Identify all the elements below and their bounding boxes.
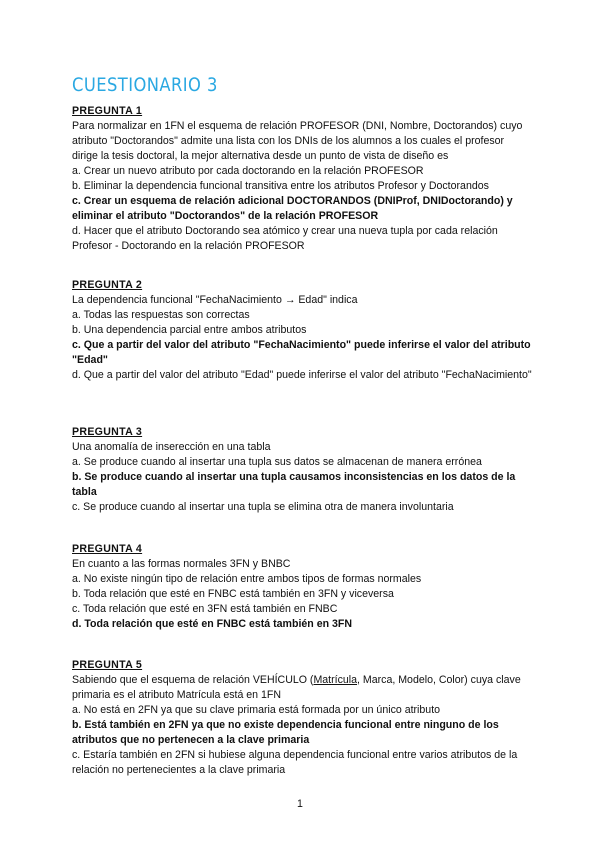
answer-b: b. Eliminar la dependencia funcional transitiva entre los atributos Profesor y Doctorandos bbox=[72, 180, 489, 192]
document-title: CUESTIONARIO 3 bbox=[72, 74, 218, 96]
answer-d-correct: d. Toda relación que esté en FNBC está también en 3FN bbox=[72, 618, 353, 630]
answer-b: b. Una dependencia parcial entre ambos atributos bbox=[72, 324, 307, 336]
question-3 bbox=[72, 425, 532, 515]
question-stem: En cuanto a las formas normales 3FN y BNBC bbox=[72, 558, 291, 570]
question-5 bbox=[72, 658, 532, 778]
answer-b-correct: b. Se produce cuando al insertar una tupla causamos inconsistencias en los datos de la tabla bbox=[72, 471, 516, 498]
stem-part: Sabiendo que el esquema de relación VEHÍCULO ( bbox=[72, 674, 314, 686]
question-stem: La dependencia funcional "FechaNacimiento → Edad" indica bbox=[72, 294, 358, 306]
question-1 bbox=[72, 104, 532, 254]
question-heading: PREGUNTA 4 bbox=[72, 543, 143, 555]
question-2 bbox=[72, 278, 532, 383]
answer-a: a. Todas las respuestas son correctas bbox=[72, 309, 250, 321]
answer-c: c. Se produce cuando al insertar una tupla se elimina otra de manera involuntaria bbox=[72, 501, 454, 513]
answer-d: d. Que a partir del valor del atributo "Edad" puede inferirse el valor del atributo "FechaNacimiento" bbox=[72, 369, 532, 381]
answer-c: c. Estaría también en 2FN si hubiese alguna dependencia funcional entre varios atributos de la relación no pertenecientes a la clave primaria bbox=[72, 749, 518, 776]
answer-a: a. Crear un nuevo atributo por cada doctorando en la relación PROFESOR bbox=[72, 165, 424, 177]
answer-c-correct: c. Crear un esquema de relación adicional DOCTORANDOS (DNIProf, DNIDoctorando) y eliminar el atributo "Doctorandos" de la relación PROFESOR bbox=[72, 195, 513, 222]
question-heading: PREGUNTA 2 bbox=[72, 279, 143, 291]
answer-b: b. Toda relación que esté en FNBC está también en 3FN y viceversa bbox=[72, 588, 394, 600]
question-stem bbox=[72, 673, 532, 703]
answer-b-correct: b. Está también en 2FN ya que no existe dependencia funcional entre ninguno de los atributos que no pertenecen a la clave primaria bbox=[72, 719, 499, 746]
question-heading: PREGUNTA 5 bbox=[72, 659, 143, 671]
question-heading: PREGUNTA 3 bbox=[72, 426, 143, 438]
question-heading: PREGUNTA 1 bbox=[72, 105, 143, 117]
primary-key-underlined: Matrícula bbox=[313, 674, 358, 686]
question-4 bbox=[72, 542, 532, 632]
answer-a: a. No está en 2FN ya que su clave primaria está formada por un único atributo bbox=[72, 704, 441, 716]
question-stem: Una anomalía de inserección en una tabla bbox=[72, 441, 271, 453]
page-number: 1 bbox=[297, 798, 303, 810]
answer-c: c. Toda relación que esté en 3FN está también en FNBC bbox=[72, 603, 338, 615]
answer-a: a. No existe ningún tipo de relación entre ambos tipos de formas normales bbox=[72, 573, 422, 585]
stem-part: , Marca, Modelo, Color) cuya clave primaria es el atributo Matrícula está en 1FN bbox=[72, 674, 521, 701]
answer-d: d. Hacer que el atributo Doctorando sea atómico y crear una nueva tupla por cada relación Profesor - Doctorando en la relación PROFESOR bbox=[72, 225, 498, 252]
question-stem: Para normalizar en 1FN el esquema de relación PROFESOR (DNI, Nombre, Doctorandos) cuyo atributo "Doctorandos" admite una lista con los DNIs de los alumnos a los cuales el profesor dirige la tesis doctoral, la mejor alternativa desde un punto de vista de diseño es bbox=[72, 120, 523, 162]
answer-c-correct: c. Que a partir del valor del atributo "FechaNacimiento" puede inferirse el valor del atributo "Edad" bbox=[72, 339, 531, 366]
answer-a: a. Se produce cuando al insertar una tupla sus datos se almacenan de manera errónea bbox=[72, 456, 482, 468]
